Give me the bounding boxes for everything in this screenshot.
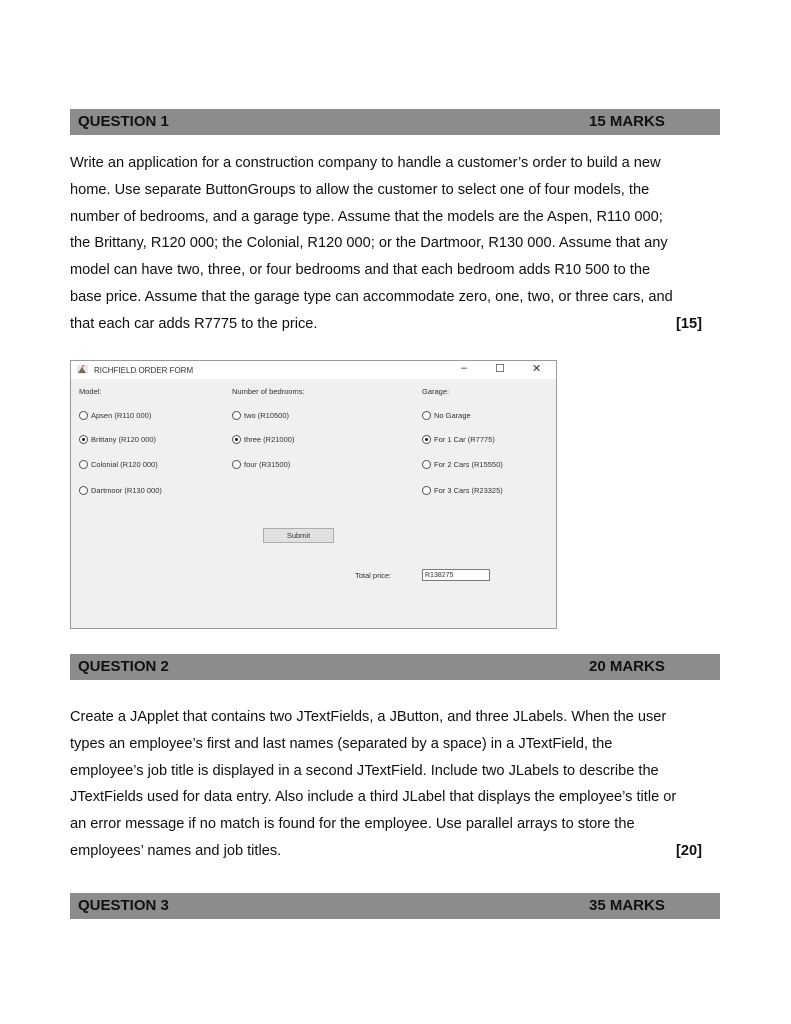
q1-line: home. Use separate ButtonGroups to allow the customer to select one of four models, the (70, 181, 650, 198)
window-titlebar (71, 361, 556, 379)
garage-radio-one-car[interactable] (422, 435, 431, 444)
bedrooms-option-label: three (R21000) (244, 435, 295, 444)
q1-line: model can have two, three, or four bedrooms and that each bedroom adds R10 500 to the (70, 262, 651, 279)
total-price-field[interactable]: R138275 (422, 569, 490, 581)
question-2-text (70, 704, 720, 865)
model-option-label: Brittany (R120 000) (91, 435, 157, 444)
bedrooms-radio-three[interactable] (232, 435, 241, 444)
window-title: RICHFIELD ORDER FORM (94, 366, 194, 375)
question-2-title: QUESTION 2 (78, 658, 169, 675)
close-button[interactable]: ✕ (532, 363, 542, 375)
model-radio-colonial[interactable] (79, 460, 88, 469)
q1-line: base price. Assume that the garage type can accommodate zero, one, two, or three cars, and (70, 288, 673, 305)
model-option-label: Dartmoor (R130 000) (91, 486, 162, 495)
model-radio-dartmoor[interactable] (79, 486, 88, 495)
question-1-header (70, 109, 720, 135)
q1-last-line (70, 311, 720, 338)
q2-line: employee’s job title is displayed in a second JTextField. Include two JLabels to describe the (70, 762, 659, 779)
order-form-window (70, 360, 557, 629)
q1-line: Write an application for a construction company to handle a customer’s order to build a new (70, 155, 661, 171)
submit-button[interactable]: Submit (263, 528, 334, 543)
question-2-mark: [20] (676, 842, 702, 859)
q2-line: JTextFields used for data entry. Also include a third JLabel that displays the employee’s title or (70, 789, 677, 806)
java-app-icon (77, 365, 88, 374)
garage-radio-none[interactable] (422, 411, 431, 420)
garage-radio-two-cars[interactable] (422, 460, 431, 469)
q2-line: Create a JApplet that contains two JTextFields, a JButton, and three JLabels. When the user (70, 709, 667, 725)
q2-line: an error message if no match is found for the employee. Use parallel arrays to store the (70, 816, 635, 833)
q1-line: number of bedrooms, and a garage type. Assume that the models are the Aspen, R110 000; (70, 208, 663, 225)
question-3-title: QUESTION 3 (78, 897, 169, 914)
garage-option-label: For 2 Cars (R15550) (434, 460, 503, 469)
minimize-button[interactable]: – (461, 362, 468, 374)
bedrooms-option-label: two (R10500) (244, 411, 290, 420)
model-option-label: Apsen (R110 000) (91, 411, 152, 420)
question-1-mark: [15] (676, 315, 702, 332)
garage-option-label: For 3 Cars (R23325) (434, 486, 503, 495)
garage-option-label: For 1 Car (R7775) (434, 435, 495, 444)
q1-line: that each car adds R7775 to the price. (70, 315, 318, 332)
question-1-marks: 15 MARKS (589, 113, 665, 130)
q2-line: employees’ names and job titles. (70, 842, 282, 859)
bedrooms-radio-four[interactable] (232, 460, 241, 469)
total-price-label: Total price: (355, 571, 392, 580)
bedrooms-option-label: four (R31500) (244, 460, 291, 469)
question-2-marks: 20 MARKS (589, 658, 665, 675)
question-1-title: QUESTION 1 (78, 113, 169, 130)
bedrooms-radio-two[interactable] (232, 411, 241, 420)
garage-radio-three-cars[interactable] (422, 486, 431, 495)
q2-last-line (70, 838, 720, 865)
model-radio-brittany[interactable] (79, 435, 88, 444)
question-3-header (70, 893, 720, 919)
question-2-header (70, 654, 720, 680)
question-1-text (70, 150, 720, 338)
maximize-button[interactable]: ☐ (495, 363, 505, 375)
q1-line: the Brittany, R120 000; the Colonial, R120 000; or the Dartmoor, R130 000. Assume that any (70, 235, 668, 252)
model-radio-aspen[interactable] (79, 411, 88, 420)
model-option-label: Colonial (R120 000) (91, 460, 158, 469)
question-3-marks: 35 MARKS (589, 897, 665, 914)
garage-label: Garage: (422, 387, 450, 396)
q2-line: types an employee’s first and last names (separated by a space) in a JTextField, the (70, 735, 613, 752)
garage-option-label: No Garage (434, 411, 471, 420)
bedrooms-label: Number of bedrooms: (232, 387, 305, 396)
model-label: Model: (79, 387, 102, 396)
